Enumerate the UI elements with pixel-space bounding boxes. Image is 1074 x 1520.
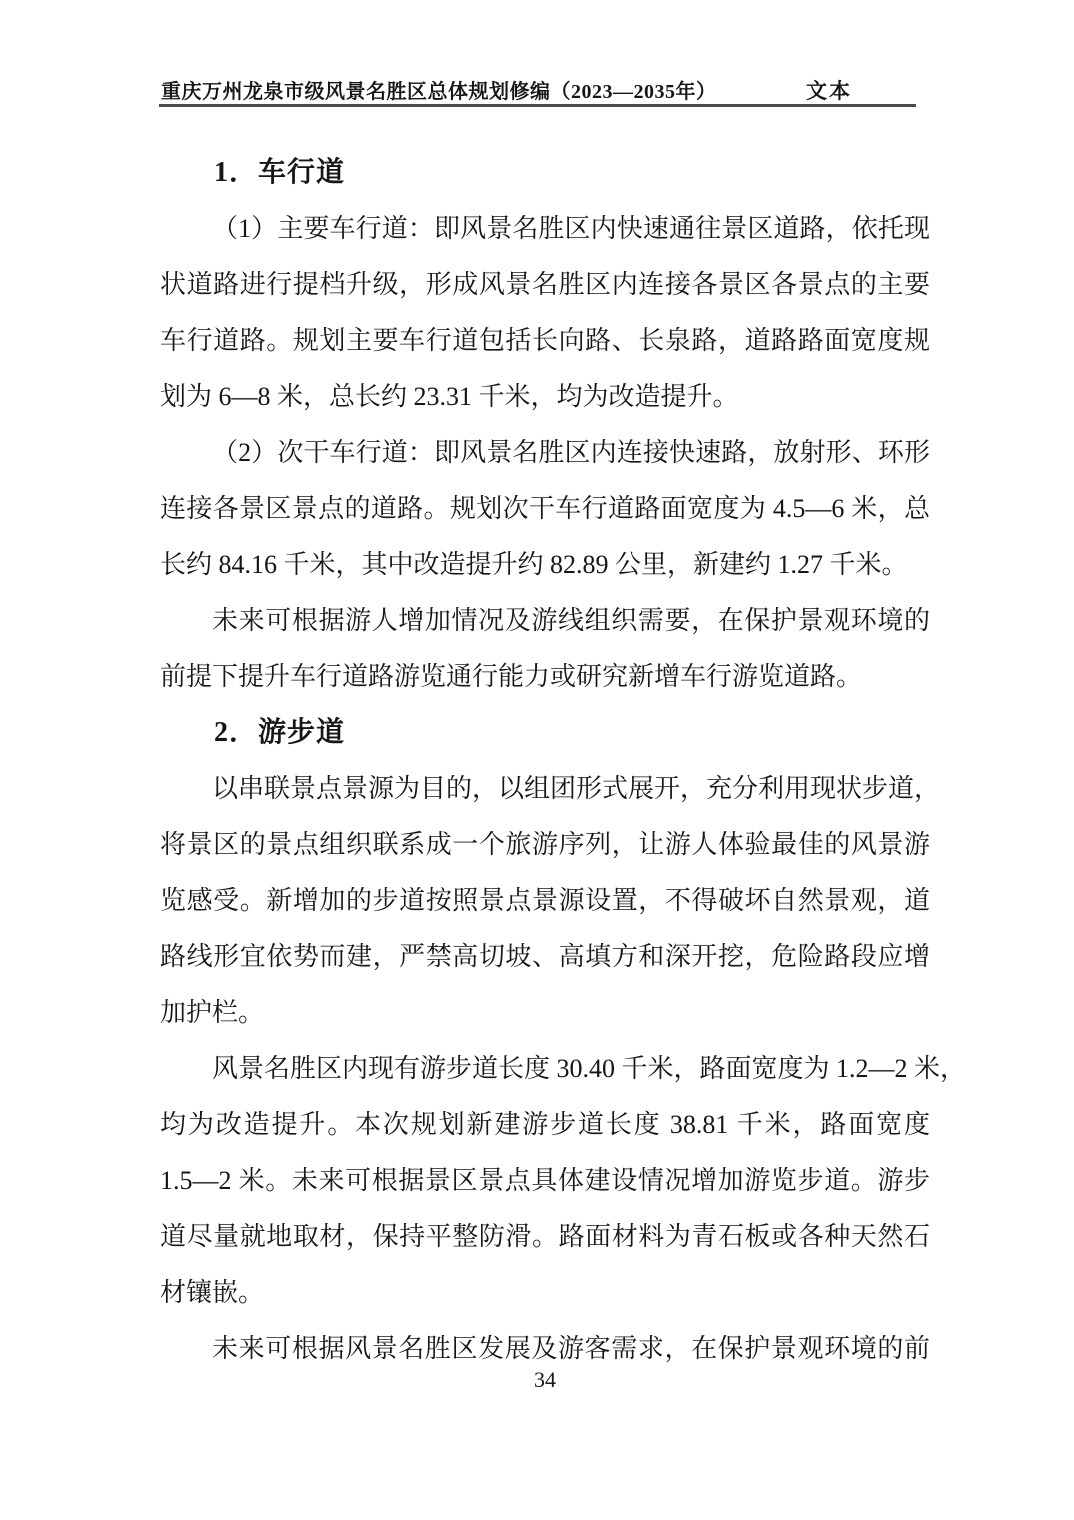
text-line: 将景区的景点组织联系成一个旅游序列，让游人体验最佳的风景游 [160, 830, 930, 859]
text-line: 风景名胜区内现有游步道长度 30.40 千米，路面宽度为 1.2—2 米， [212, 1054, 967, 1083]
text-line: 以串联景点景源为目的，以组团形式展开，充分利用现状步道， [212, 774, 941, 803]
text-line: 连接各景区景点的道路。规划次干车行道路面宽度为 4.5—6 米，总 [160, 494, 930, 523]
text-line: 均为改造提升。本次规划新建游步道长度 38.81 千米，路面宽度 [160, 1110, 930, 1139]
text-line: （1）主要车行道：即风景名胜区内快速通往景区道路，依托现 [212, 214, 930, 243]
text-line: 加护栏。 [160, 998, 265, 1027]
text-line: 长约 84.16 千米，其中改造提升约 82.89 公里，新建约 1.27 千米。 [160, 550, 908, 579]
header-title: 重庆万州龙泉市级风景名胜区总体规划修编（2023—2035年） [161, 81, 717, 103]
text-line: 未来可根据风景名胜区发展及游客需求，在保护景观环境的前 [212, 1334, 930, 1363]
text-line: 1.5—2 米。未来可根据景区景点具体建设情况增加游览步道。游步 [160, 1166, 930, 1195]
text-line: 览感受。新增加的步道按照景点景源设置，不得破坏自然景观，道 [160, 886, 930, 915]
text-line: 状道路进行提档升级，形成风景名胜区内连接各景区各景点的主要 [160, 270, 930, 299]
header-page-type-label: 文本 [806, 79, 852, 103]
text-line: 未来可根据游人增加情况及游线组织需要，在保护景观环境的 [212, 606, 930, 635]
header-rule [159, 104, 916, 107]
text-line: 材镶嵌。 [160, 1278, 265, 1307]
text-line: 前提下提升车行道路游览通行能力或研究新增车行游览道路。 [160, 662, 863, 691]
section-heading-1: 1．车行道 [214, 157, 346, 188]
page-number: 34 [534, 1367, 556, 1392]
text-line: （2）次干车行道：即风景名胜区内连接快速路，放射形、环形 [212, 438, 930, 467]
text-line: 道尽量就地取材，保持平整防滑。路面材料为青石板或各种天然石 [160, 1222, 930, 1251]
document-body [160, 145, 967, 1377]
text-line: 车行道路。规划主要车行道包括长向路、长泉路，道路路面宽度规 [160, 326, 930, 355]
text-line: 路线形宜依势而建，严禁高切坡、高填方和深开挖，危险路段应增 [160, 942, 930, 971]
text-line: 划为 6—8 米，总长约 23.31 千米，均为改造提升。 [160, 382, 739, 411]
section-heading-2: 2．游步道 [214, 717, 346, 748]
